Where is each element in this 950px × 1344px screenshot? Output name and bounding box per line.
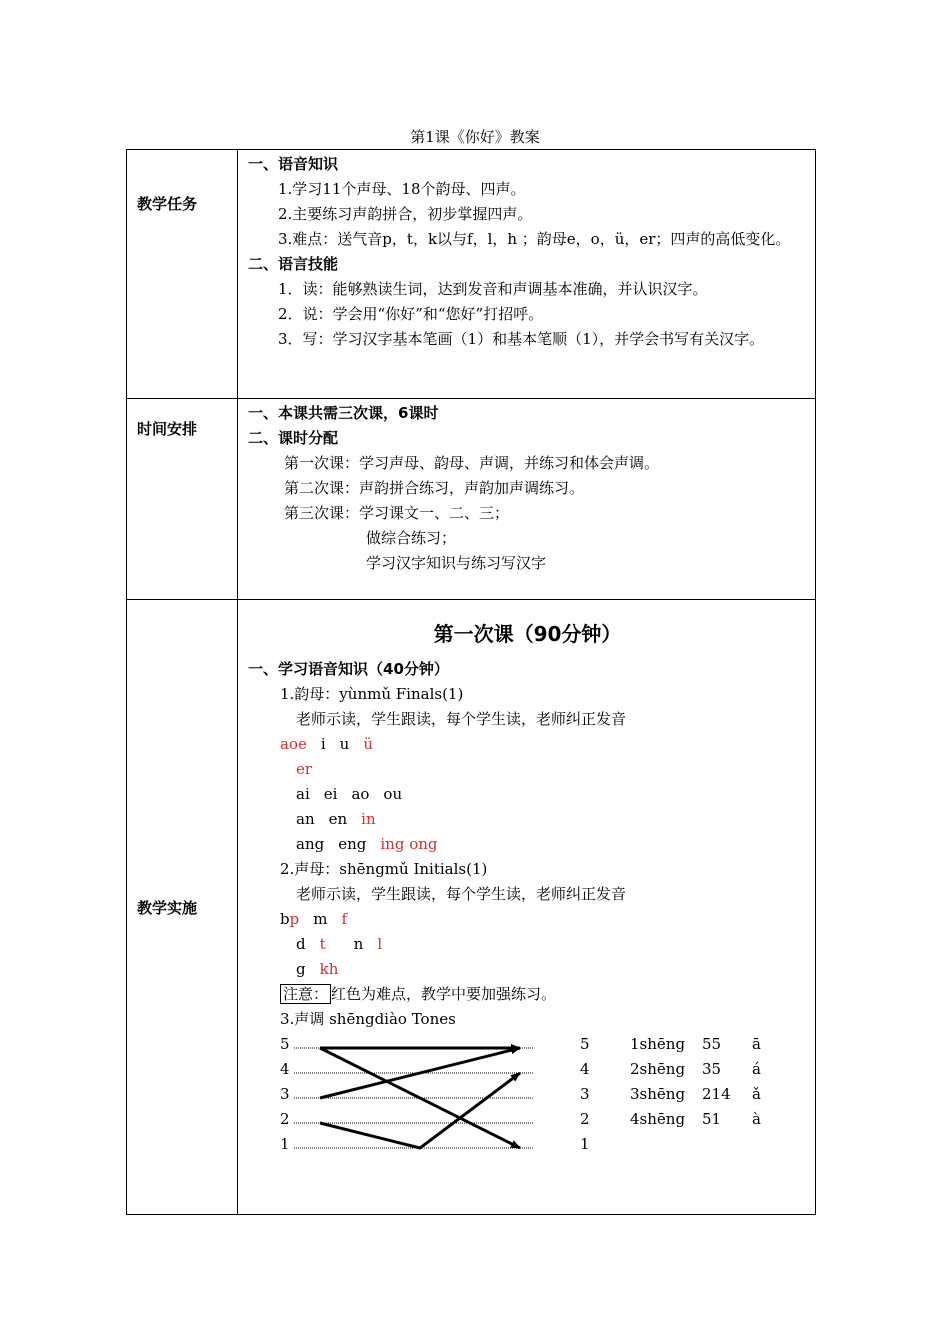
scale-left-3: 3 <box>280 1085 290 1103</box>
tone-value: 35 <box>702 1060 722 1078</box>
scale-left-1: 1 <box>280 1135 290 1152</box>
finals-line <box>248 757 807 782</box>
initial: g <box>296 960 306 978</box>
final: u <box>339 735 350 753</box>
tone-value: 55 <box>702 1035 722 1053</box>
tasks-content <box>238 150 815 352</box>
initial-difficult: f <box>341 910 348 928</box>
finals-line <box>248 732 807 757</box>
row-label-cell <box>127 600 238 1215</box>
content-cell <box>238 399 816 600</box>
final: i <box>320 735 326 753</box>
final: eng <box>338 835 367 853</box>
scale-left-5: 5 <box>280 1035 290 1053</box>
final: ou <box>383 785 403 803</box>
initial: m <box>313 910 328 928</box>
tone-mark: à <box>752 1110 761 1128</box>
final-difficult: aoe <box>280 735 307 753</box>
section-heading: 一、本课共需三次课，6课时 <box>248 404 439 422</box>
finals-line <box>248 782 807 807</box>
row-label-cell <box>127 150 238 399</box>
scale-right-2: 2 <box>580 1110 590 1128</box>
lesson-title: 第一次课（90分钟） <box>433 622 622 646</box>
row-label-cell <box>127 399 238 600</box>
lesson-plan-table <box>126 149 816 1215</box>
paragraph: 3.难点：送气音p，t，k以与f，l，h ；韵母e，o，ü，er；四声的高低变化。 <box>278 230 791 248</box>
final-difficult: in <box>361 810 376 828</box>
tone-mark: á <box>752 1060 761 1078</box>
content-cell <box>238 150 816 399</box>
initials-line <box>248 932 807 957</box>
paragraph: 第一次课：学习声母、韵母、声调，并练习和体会声调。 <box>284 454 660 472</box>
initial: d <box>296 935 306 953</box>
paragraph: 做综合练习； <box>366 529 457 547</box>
final: en <box>328 810 348 828</box>
final-difficult: ing <box>380 835 405 853</box>
paragraph: 1．读：能够熟读生词，达到发音和声调基本准确，并认识汉字。 <box>278 280 708 298</box>
final-difficult: ü <box>363 735 374 753</box>
paragraph: 第二次课：声韵拼合练习，声韵加声调练习。 <box>284 479 585 497</box>
finals-line <box>248 832 807 857</box>
initials-line <box>248 957 807 982</box>
final: ei <box>323 785 338 803</box>
scale-right-1: 1 <box>580 1135 590 1153</box>
document-title: 第1课《你好》教案 <box>410 128 540 146</box>
note-label: 注意： <box>280 984 331 1004</box>
initials-line <box>248 907 807 932</box>
tone-value: 51 <box>702 1110 722 1128</box>
tones-title: 3.声调 shēngdiào Tones <box>280 1010 456 1028</box>
tone-row <box>580 1057 761 1082</box>
paragraph: 2.主要练习声韵拼合，初步掌握四声。 <box>278 205 533 223</box>
finals-line <box>248 807 807 832</box>
tone-row <box>580 1107 761 1132</box>
final: ai <box>296 785 310 803</box>
final: an <box>296 810 315 828</box>
tone-row <box>580 1082 761 1107</box>
tone-table <box>580 1032 761 1157</box>
scale-right-4: 4 <box>580 1060 590 1078</box>
final: ao <box>351 785 370 803</box>
scale-left-2: 2 <box>280 1110 290 1128</box>
tone-name: 2shēng <box>630 1060 686 1078</box>
instruction: 老师示读，学生跟读，每个学生读，老师纠正发音 <box>296 885 627 903</box>
scale-right-5: 5 <box>580 1035 590 1053</box>
initial: n <box>353 935 364 953</box>
tone-row <box>580 1032 761 1057</box>
finals-title: 1.韵母：yùnmǔ Finals(1) <box>280 685 464 703</box>
final: ang <box>296 835 325 853</box>
tone-value: 214 <box>702 1085 731 1103</box>
row-label: 教学任务 <box>137 195 198 213</box>
table-row <box>127 150 816 399</box>
row-label: 教学实施 <box>137 898 198 917</box>
instruction: 老师示读，学生跟读，每个学生读，老师纠正发音 <box>296 710 627 728</box>
initial-difficult: kh <box>319 960 339 978</box>
paragraph: 第三次课：学习课文一、二、三； <box>284 504 510 522</box>
initials-title: 2.声母：shēngmǔ Initials(1) <box>280 860 488 878</box>
tone-3-arrow <box>320 1073 520 1148</box>
scale-right-3: 3 <box>580 1085 590 1103</box>
initial-difficult: l <box>377 935 383 953</box>
final-difficult: er <box>296 760 313 778</box>
initial-difficult: p <box>289 910 300 928</box>
initial: b <box>280 910 290 928</box>
note-line <box>248 982 807 1007</box>
tone-mark: ā <box>752 1035 761 1053</box>
tone-name: 4shēng <box>630 1110 686 1128</box>
tone-chart-svg <box>280 1032 540 1152</box>
content-cell <box>238 600 816 1215</box>
section-heading: 一、语音知识 <box>248 155 339 173</box>
schedule-content <box>238 399 815 576</box>
table-row <box>127 399 816 600</box>
implementation-content <box>238 600 815 1152</box>
tone-name: 3shēng <box>630 1085 686 1103</box>
paragraph: 1.学习11个声母、18个韵母、四声。 <box>278 180 526 198</box>
section-heading: 一、学习语音知识（40分钟） <box>248 660 449 678</box>
tone-diagram <box>280 1032 807 1152</box>
scale-left-4: 4 <box>280 1060 290 1078</box>
paragraph: 3．写：学习汉字基本笔画（1）和基本笔顺（1），并学会书写有关汉字。 <box>278 330 765 348</box>
final-difficult: ong <box>409 835 438 853</box>
initial-difficult: t <box>319 935 326 953</box>
paragraph: 2．说：学会用“你好”和“您好”打招呼。 <box>278 305 544 323</box>
row-label: 时间安排 <box>137 420 198 438</box>
section-heading: 二、课时分配 <box>248 429 339 447</box>
tone-name: 1shēng <box>630 1035 686 1053</box>
table-row <box>127 600 816 1215</box>
section-heading: 二、语言技能 <box>248 255 339 273</box>
tone-mark: ǎ <box>752 1085 761 1103</box>
tone-row <box>580 1132 761 1157</box>
note-text: 红色为难点，教学中要加强练习。 <box>331 985 557 1003</box>
paragraph: 学习汉字知识与练习写汉字 <box>366 554 547 572</box>
